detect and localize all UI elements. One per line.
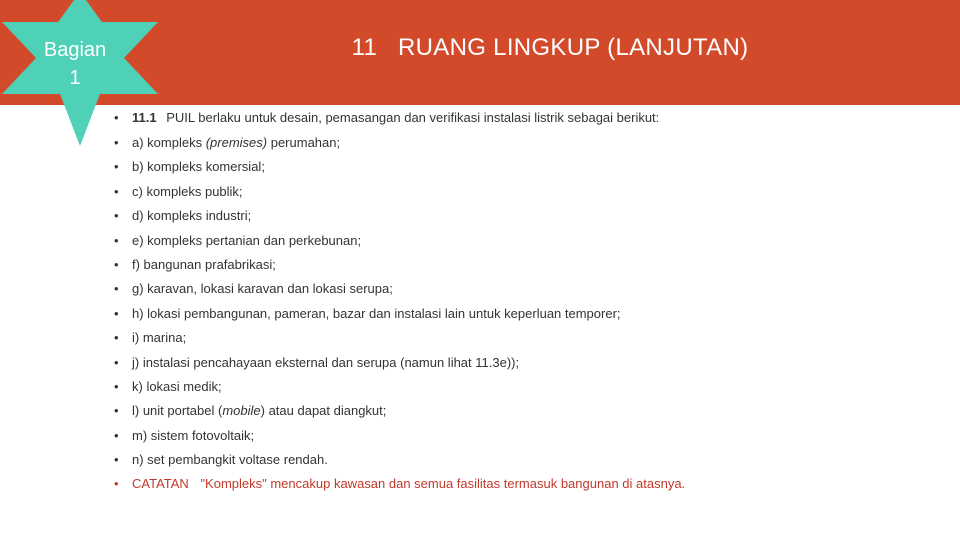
- bullet-icon: •: [114, 183, 119, 199]
- slide-title: 11 RUANG LINGKUP (LANJUTAN): [351, 34, 749, 61]
- list-item: • j) instalasi pencahayaan eksternal dan serupa (namun lihat 11.3e));: [112, 351, 942, 375]
- bullet-icon: •: [114, 159, 119, 175]
- bullet-icon: •: [114, 256, 119, 272]
- list-item-intro: [112, 105, 942, 131]
- bullet-icon: •: [114, 378, 119, 394]
- intro-text: PUIL berlaku untuk desain, pemasangan dan verifikasi instalasi listrik sebagai berikut:: [166, 110, 660, 125]
- bullet-icon: •: [114, 208, 119, 224]
- clause-number: 11.1: [132, 110, 157, 125]
- bullet-icon: •: [114, 135, 119, 150]
- list-item-note: [112, 472, 942, 496]
- badge-line-1: Bagian: [43, 39, 107, 61]
- list-item: • g) karavan, lokasi karavan dan lokasi serupa;: [112, 277, 942, 301]
- bullet-icon: •: [114, 354, 119, 370]
- list-item: • c) kompleks publik;: [112, 180, 942, 204]
- bullet-icon: •: [114, 232, 119, 248]
- list-item: • f) bangunan prafabrikasi;: [112, 253, 942, 277]
- note-label: CATATAN: [132, 476, 189, 492]
- bullet-icon: •: [114, 476, 119, 492]
- list-item: • a) kompleks (premises) perumahan;: [112, 131, 942, 155]
- bullet-icon: •: [114, 110, 119, 125]
- bullet-icon: •: [114, 452, 119, 468]
- list-item: • l) unit portabel (mobile) atau dapat diangkut;: [112, 399, 942, 423]
- list-item: • m) sistem fotovoltaik;: [112, 424, 942, 448]
- list-item: • d) kompleks industri;: [112, 204, 942, 228]
- bullet-icon: •: [114, 281, 119, 297]
- bullet-icon: •: [114, 427, 119, 443]
- section-badge-label: [20, 36, 130, 92]
- list-item: • e) kompleks pertanian dan perkebunan;: [112, 229, 942, 253]
- note-text: "Kompleks" mencakup kawasan dan semua fasilitas termasuk bangunan di atasnya.: [200, 476, 686, 492]
- list-item: • h) lokasi pembangunan, pameran, bazar dan instalasi lain untuk keperluan temporer;: [112, 302, 942, 326]
- list-item: • b) kompleks komersial;: [112, 155, 942, 179]
- scope-list: [112, 105, 942, 497]
- bullet-icon: •: [114, 403, 119, 419]
- badge-line-2: 1: [69, 67, 81, 89]
- list-item: • k) lokasi medik;: [112, 375, 942, 399]
- list-item: • n) set pembangkit voltase rendah.: [112, 448, 942, 472]
- list-item: • i) marina;: [112, 326, 942, 350]
- bullet-icon: •: [114, 305, 119, 321]
- bullet-icon: •: [114, 330, 119, 346]
